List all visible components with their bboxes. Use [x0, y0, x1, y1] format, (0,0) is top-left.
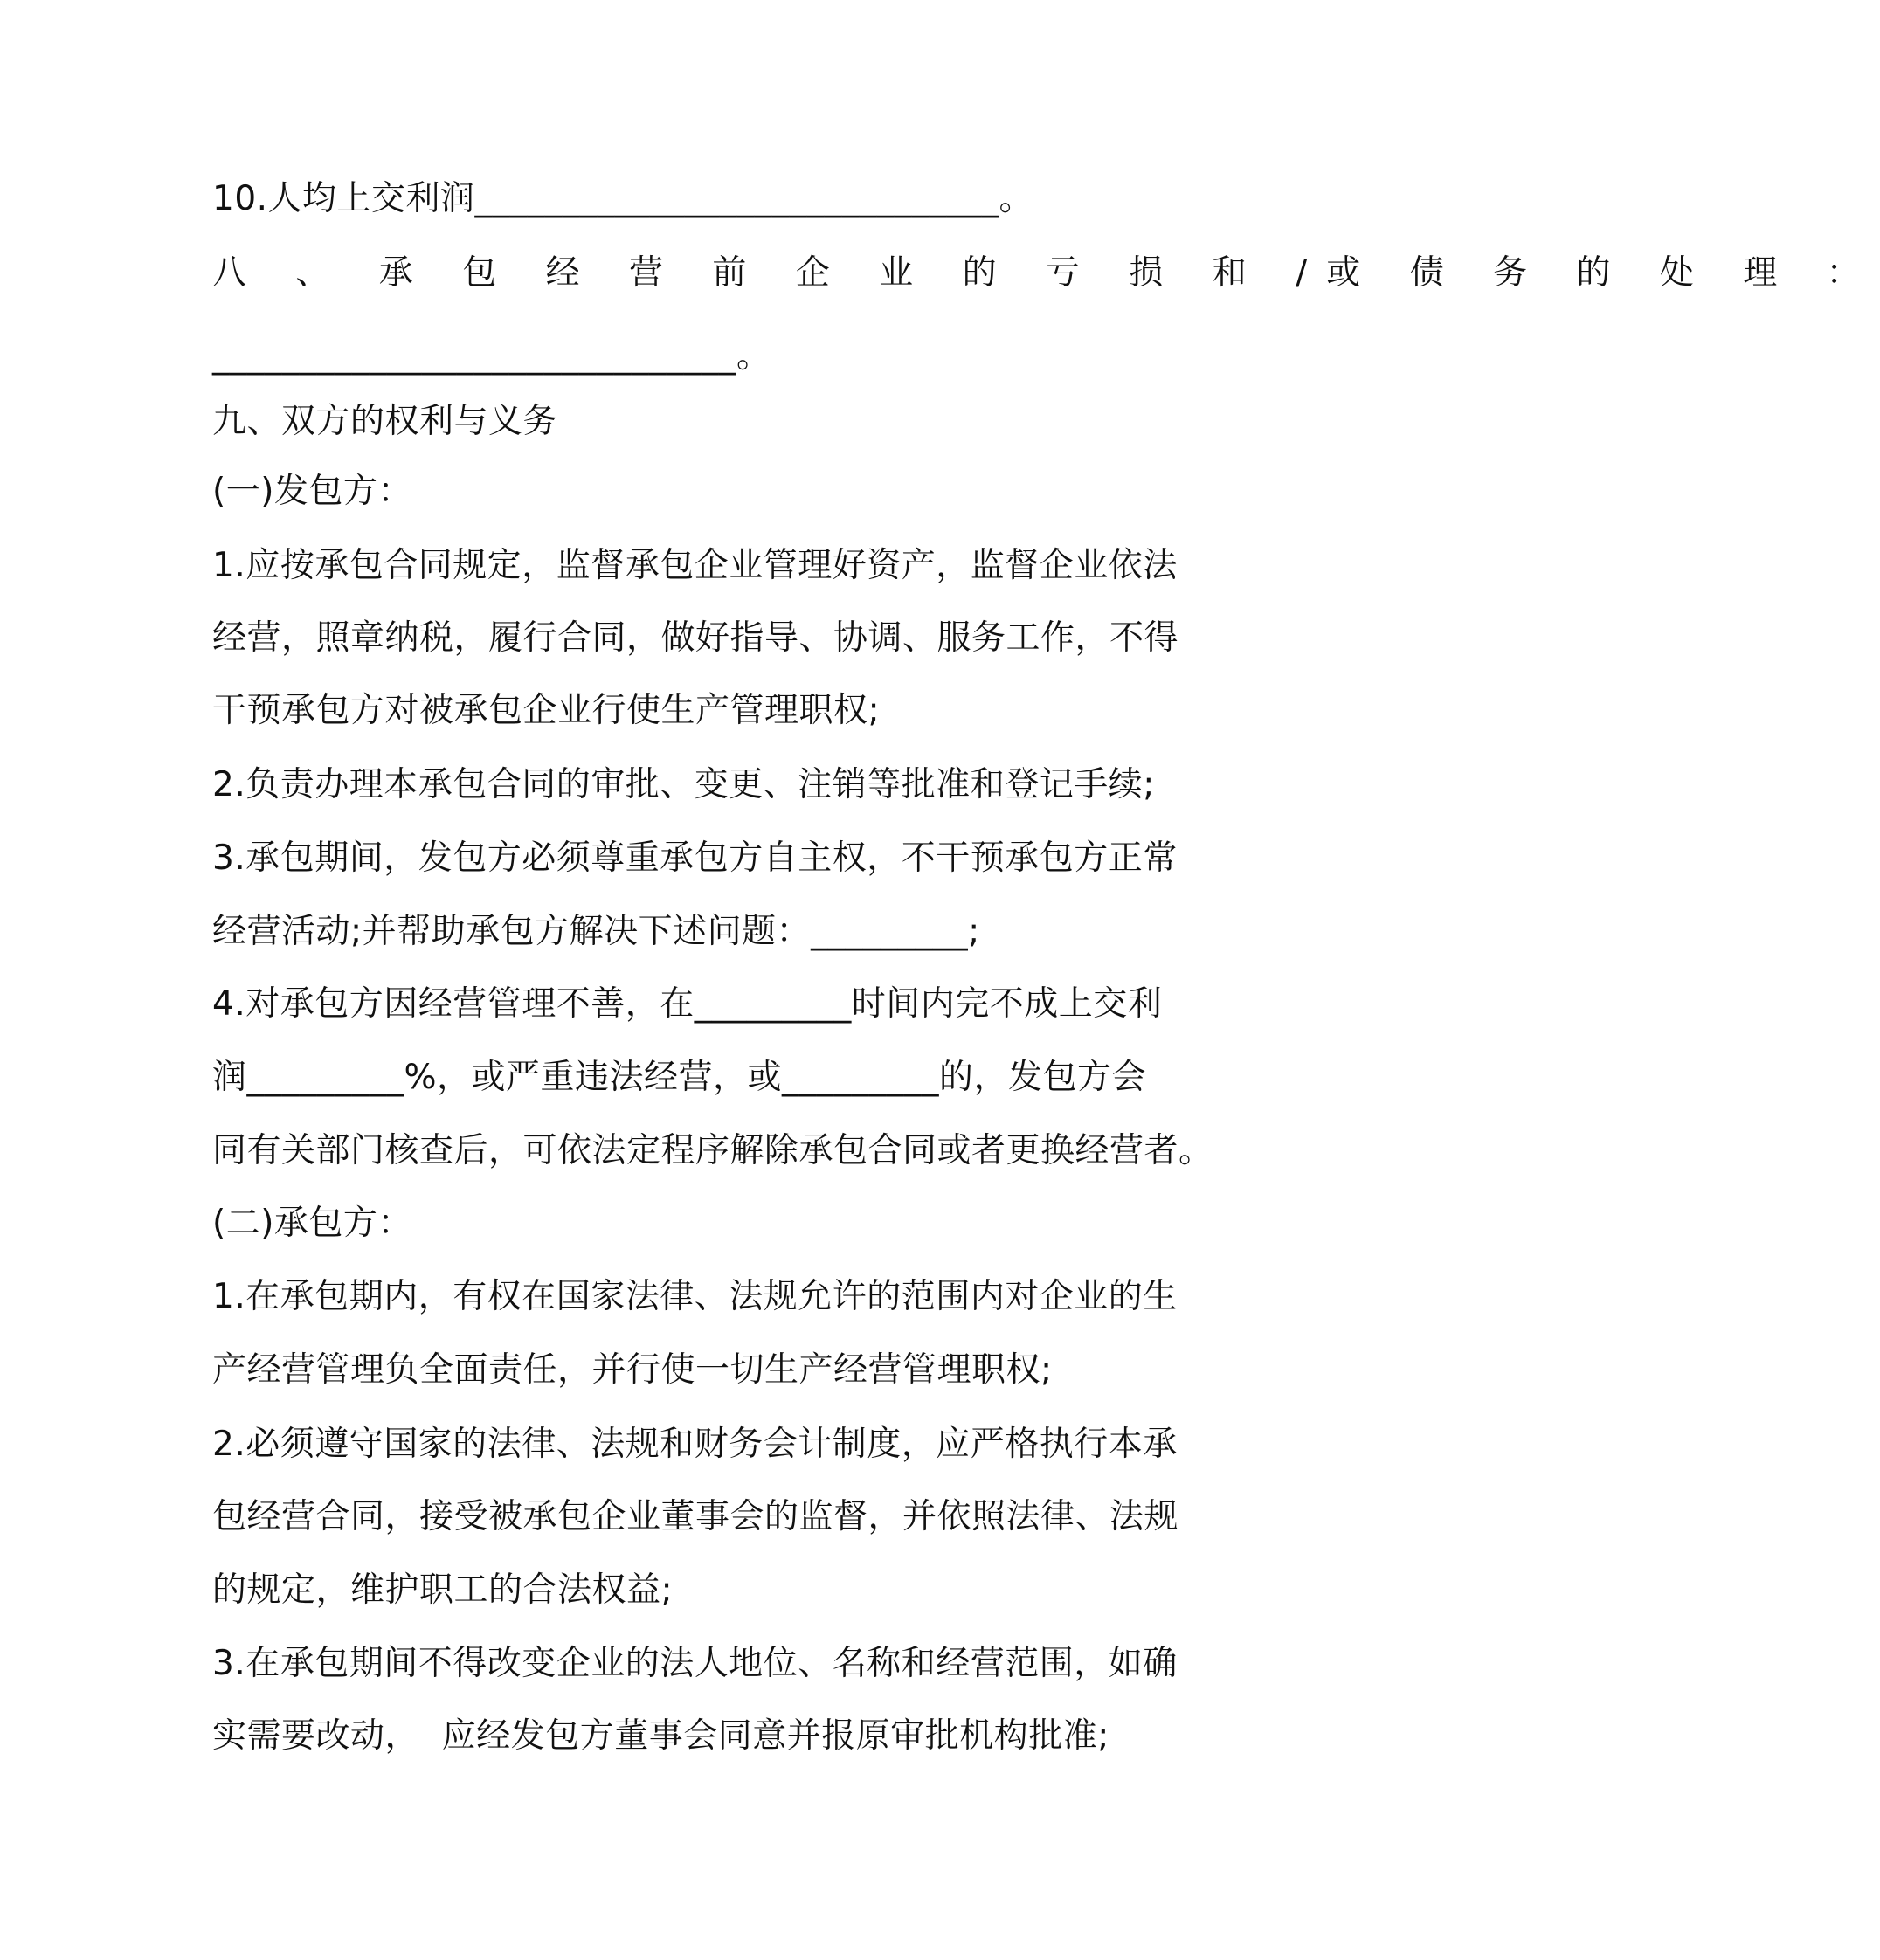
- section-9-heading: 九、双方的权利与义务: [212, 402, 558, 441]
- paragraph-line: 的规定，维护职工的合法权益;: [212, 1570, 674, 1610]
- paragraph-line: 包经营合同，接受被承包企业董事会的监督，并依照法律、法规: [212, 1497, 1179, 1536]
- section-8-blank: ______________________________。: [212, 336, 771, 376]
- item-10-per-capita-profit: 10.人均上交利润______________________________。: [212, 179, 1034, 218]
- paragraph-line: 同有关部门核查后，可依法定程序解除承包合同或者更换经营者。: [212, 1131, 1213, 1170]
- paragraph-line: 4.对承包方因经营管理不善，在_________时间内完不成上交利: [212, 984, 1163, 1024]
- paragraph-line: 1.在承包期内，有权在国家法律、法规允许的范围内对企业的生: [212, 1277, 1178, 1316]
- paragraph-line: 实需要改动， 应经发包方董事会同意并报原审批机构批准;: [212, 1716, 1109, 1756]
- subsection-contractor-owner-heading: (一)发包方：: [212, 472, 412, 511]
- paragraph-line: 3.承包期间，发包方必须尊重承包方自主权，不干预承包方正常: [212, 839, 1178, 878]
- paragraph-line: 干预承包方对被承包企业行使生产管理职权;: [212, 691, 881, 730]
- paragraph-line: 2.必须遵守国家的法律、法规和财务会计制度，应严格执行本承: [212, 1425, 1178, 1464]
- paragraph-line: 润_________%，或严重违法经营，或_________的，发包方会: [212, 1058, 1147, 1097]
- section-8-heading: 八 、 承 包 经 营 前 企 业 的 亏 损 和 /或 债 务 的 处 理 ：: [212, 253, 1880, 293]
- paragraph-line: 1.应按承包合同规定，监督承包企业管理好资产，监督企业依法: [212, 546, 1178, 585]
- subsection-contractor-heading: (二)承包方：: [212, 1204, 412, 1243]
- paragraph-line: 经营，照章纳税，履行合同，做好指导、协调、服务工作，不得: [212, 618, 1179, 658]
- paragraph-line: 3.在承包期间不得改变企业的法人地位、名称和经营范围，如确: [212, 1644, 1178, 1683]
- paragraph-line: 2.负责办理本承包合同的审批、变更、注销等批准和登记手续;: [212, 765, 1155, 804]
- paragraph-line: 产经营管理负全面责任，并行使一切生产经营管理职权;: [212, 1350, 1053, 1390]
- paragraph-line: 经营活动;并帮助承包方解决下述问题：_________;: [212, 912, 980, 951]
